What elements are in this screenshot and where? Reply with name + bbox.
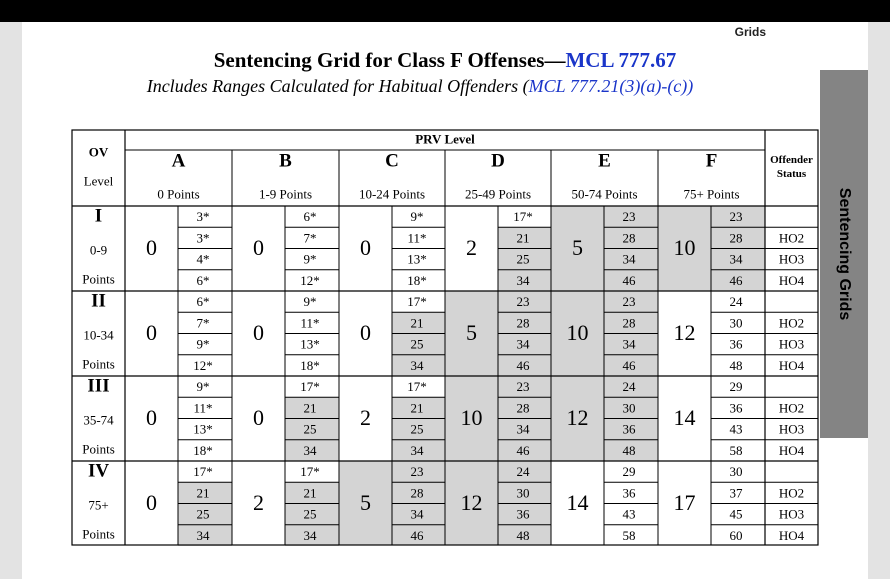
maximum-sentence: 6* [196, 272, 210, 288]
maximum-sentence: 36 [516, 506, 530, 522]
minimum-sentence: 0 [146, 405, 157, 430]
maximum-sentence: 21 [196, 485, 210, 501]
minimum-sentence: 2 [253, 490, 264, 515]
maximum-sentence: 34 [410, 506, 424, 522]
maximum-sentence: 28 [410, 485, 424, 501]
offender-status-label: HO3 [778, 421, 805, 437]
prv-level-points: 25-49 Points [464, 186, 532, 202]
minimum-sentence: 0 [253, 235, 264, 260]
maximum-sentence: 34 [622, 251, 636, 267]
maximum-sentence: 25 [303, 506, 317, 522]
maximum-sentence: 9* [303, 251, 317, 267]
maximum-sentence: 21 [516, 230, 530, 246]
maximum-sentence: 36 [622, 421, 636, 437]
prv-level-letter: D [491, 150, 505, 172]
minimum-sentence: 10 [566, 320, 589, 345]
maximum-sentence: 12* [300, 272, 320, 288]
side-tab-label: Sentencing Grids [836, 187, 853, 321]
maximum-sentence: 9* [303, 294, 317, 310]
maximum-sentence: 23 [622, 209, 636, 225]
maximum-sentence: 23 [516, 379, 530, 395]
maximum-sentence: 7* [303, 230, 317, 246]
ov-level-points: Points [82, 271, 115, 287]
maximum-sentence: 18* [193, 442, 213, 458]
ov-level-range: 75+ [88, 497, 109, 513]
maximum-sentence: 3* [196, 230, 210, 246]
maximum-sentence: 34 [303, 527, 317, 543]
maximum-sentence: 9* [410, 209, 424, 225]
maximum-sentence: 46 [622, 357, 636, 373]
maximum-sentence: 34 [516, 272, 530, 288]
maximum-sentence: 18* [300, 357, 320, 373]
maximum-sentence: 46 [729, 272, 743, 288]
maximum-sentence: 4* [196, 251, 210, 267]
maximum-sentence: 24 [516, 464, 530, 480]
maximum-sentence: 30 [622, 400, 636, 416]
maximum-sentence: 34 [516, 336, 530, 352]
ov-level-points: Points [82, 441, 115, 457]
maximum-sentence: 21 [303, 400, 317, 416]
maximum-sentence: 7* [196, 315, 210, 331]
maximum-sentence: 23 [729, 209, 743, 225]
maximum-sentence: 25 [196, 506, 210, 522]
ov-level-roman: II [91, 290, 106, 312]
subtitle-text: Includes Ranges Calculated for Habitual Offenders ( [146, 76, 529, 96]
offender-status-label: HO4 [778, 272, 805, 288]
maximum-sentence: 23 [410, 464, 424, 480]
minimum-sentence: 10 [673, 235, 696, 260]
maximum-sentence: 36 [729, 336, 743, 352]
prv-level-points: 1-9 Points [258, 186, 313, 202]
maximum-sentence: 11* [300, 315, 320, 331]
offender-status-header: Offender [770, 154, 813, 166]
maximum-sentence: 46 [410, 527, 424, 543]
maximum-sentence: 30 [516, 485, 530, 501]
maximum-sentence: 9* [196, 336, 210, 352]
minimum-sentence: 0 [360, 235, 371, 260]
prv-level-letter: F [705, 150, 718, 172]
maximum-sentence: 28 [516, 400, 530, 416]
maximum-sentence: 25 [516, 251, 530, 267]
maximum-sentence: 29 [622, 464, 636, 480]
minimum-sentence: 2 [360, 405, 371, 430]
offender-status-label: HO4 [778, 527, 805, 543]
maximum-sentence: 36 [729, 400, 743, 416]
prv-level-letter: E [598, 150, 611, 172]
maximum-sentence: 34 [516, 421, 530, 437]
offender-status-label: HO4 [778, 442, 805, 458]
maximum-sentence: 17* [300, 464, 320, 480]
maximum-sentence: 25 [410, 336, 424, 352]
ov-level-roman: IV [87, 460, 110, 482]
minimum-sentence: 0 [360, 320, 371, 345]
maximum-sentence: 30 [729, 315, 743, 331]
minimum-sentence: 12 [460, 490, 483, 515]
minimum-sentence: 0 [146, 235, 157, 260]
minimum-sentence: 5 [466, 320, 477, 345]
maximum-sentence: 13* [407, 251, 427, 267]
maximum-sentence: 29 [729, 379, 743, 395]
maximum-sentence: 34 [410, 357, 424, 373]
title-text: Sentencing Grid for Class F Offenses— [213, 48, 566, 72]
prv-level-letter: A [171, 150, 186, 172]
maximum-sentence: 48 [729, 357, 743, 373]
minimum-sentence: 0 [253, 405, 264, 430]
maximum-sentence: 17* [407, 294, 427, 310]
maximum-sentence: 45 [729, 506, 743, 522]
prv-level-points: 75+ Points [683, 186, 740, 202]
maximum-sentence: 24 [622, 379, 636, 395]
maximum-sentence: 17* [513, 209, 533, 225]
ov-level-roman: I [94, 205, 103, 227]
maximum-sentence: 58 [622, 527, 636, 543]
maximum-sentence: 24 [729, 294, 743, 310]
title-statute-link[interactable]: MCL 777.67 [565, 48, 677, 72]
maximum-sentence: 11* [407, 230, 427, 246]
maximum-sentence: 46 [516, 357, 530, 373]
offender-status-label: HO2 [778, 315, 805, 331]
ov-level-roman: III [87, 375, 110, 397]
minimum-sentence: 14 [566, 490, 589, 515]
maximum-sentence: 34 [303, 442, 317, 458]
offender-status-label: HO2 [778, 400, 805, 416]
offender-status-header: Status [776, 168, 807, 180]
prv-level-letter: C [385, 150, 399, 172]
offender-status-label: HO3 [778, 251, 805, 267]
maximum-sentence: 13* [300, 336, 320, 352]
minimum-sentence: 0 [146, 490, 157, 515]
ov-level-range: 10-34 [83, 327, 114, 343]
maximum-sentence: 48 [516, 527, 530, 543]
ov-level-points: Points [82, 526, 115, 542]
minimum-sentence: 14 [673, 405, 696, 430]
maximum-sentence: 18* [407, 272, 427, 288]
maximum-sentence: 28 [622, 315, 636, 331]
minimum-sentence: 12 [673, 320, 696, 345]
offender-status-label: HO3 [778, 336, 805, 352]
maximum-sentence: 36 [622, 485, 636, 501]
maximum-sentence: 28 [622, 230, 636, 246]
minimum-sentence: 12 [566, 405, 589, 430]
maximum-sentence: 17* [407, 379, 427, 395]
maximum-sentence: 43 [622, 506, 636, 522]
maximum-sentence: 30 [729, 464, 743, 480]
maximum-sentence: 46 [622, 272, 636, 288]
ov-level-range: 35-74 [83, 412, 114, 428]
maximum-sentence: 60 [729, 527, 743, 543]
offender-status-label: HO2 [778, 230, 805, 246]
prv-level-points: 10-24 Points [358, 186, 426, 202]
offender-status-label: HO2 [778, 485, 805, 501]
maximum-sentence: 13* [193, 421, 213, 437]
ov-header-label: OV [88, 144, 109, 160]
minimum-sentence: 17 [673, 490, 696, 515]
maximum-sentence: 34 [622, 336, 636, 352]
maximum-sentence: 6* [196, 294, 210, 310]
maximum-sentence: 34 [729, 251, 743, 267]
prv-level-points: 50-74 Points [571, 186, 638, 202]
maximum-sentence: 46 [516, 442, 530, 458]
subtitle-statute-link[interactable]: MCL 777.21(3)(a)-(c)) [528, 76, 694, 96]
maximum-sentence: 6* [303, 209, 317, 225]
maximum-sentence: 21 [410, 315, 424, 331]
ov-level-header: Level [83, 173, 114, 189]
ov-level-range: 0-9 [89, 242, 108, 258]
maximum-sentence: 3* [196, 209, 210, 225]
offender-status-label: HO4 [778, 357, 805, 373]
maximum-sentence: 9* [196, 379, 210, 395]
maximum-sentence: 58 [729, 442, 743, 458]
maximum-sentence: 11* [193, 400, 213, 416]
maximum-sentence: 43 [729, 421, 743, 437]
maximum-sentence: 48 [622, 442, 636, 458]
ov-level-points: Points [82, 356, 115, 372]
minimum-sentence: 5 [360, 490, 371, 515]
minimum-sentence: 2 [466, 235, 477, 260]
prv-level-letter: B [279, 150, 292, 172]
section-header-label: Grids [734, 25, 766, 39]
prv-level-points: 0 Points [157, 186, 200, 202]
maximum-sentence: 34 [410, 442, 424, 458]
maximum-sentence: 12* [193, 357, 213, 373]
maximum-sentence: 37 [729, 485, 743, 501]
minimum-sentence: 0 [253, 320, 264, 345]
maximum-sentence: 28 [516, 315, 530, 331]
minimum-sentence: 0 [146, 320, 157, 345]
maximum-sentence: 17* [193, 464, 213, 480]
maximum-sentence: 23 [622, 294, 636, 310]
prv-level-header: PRV Level [415, 131, 475, 147]
maximum-sentence: 21 [410, 400, 424, 416]
maximum-sentence: 17* [300, 379, 320, 395]
minimum-sentence: 10 [460, 405, 483, 430]
maximum-sentence: 34 [196, 527, 210, 543]
maximum-sentence: 25 [410, 421, 424, 437]
maximum-sentence: 25 [303, 421, 317, 437]
minimum-sentence: 5 [572, 235, 583, 260]
offender-status-label: HO3 [778, 506, 805, 522]
maximum-sentence: 21 [303, 485, 317, 501]
maximum-sentence: 28 [729, 230, 743, 246]
maximum-sentence: 23 [516, 294, 530, 310]
